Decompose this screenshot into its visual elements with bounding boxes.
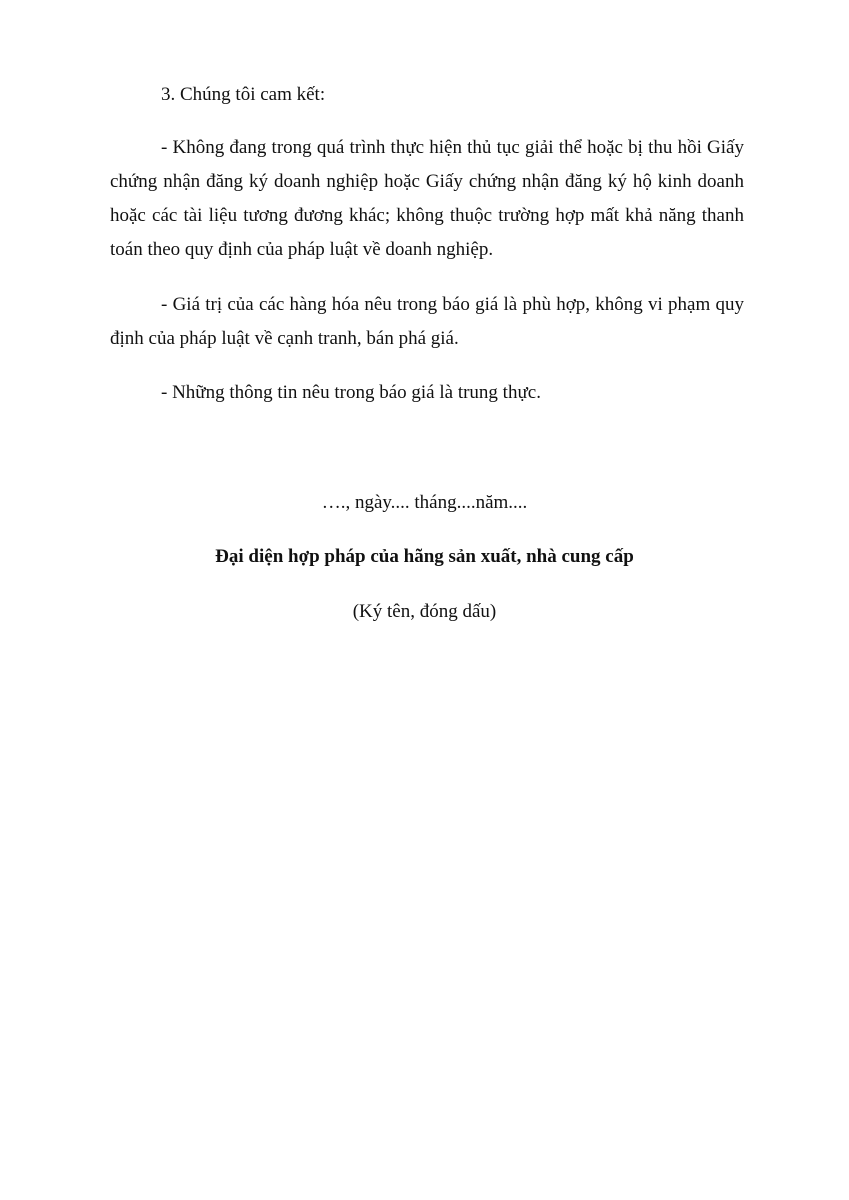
commitment-paragraph-dissolution: - Không đang trong quá trình thực hiện thủ tục giải thể hoặc bị thu hồi Giấy chứng nhận đăng ký doanh nghiệp hoặc Giấy chứng nhận đăng ký hộ kinh doanh hoặc các tài liệu tương đương khác; không thuộc trường hợp mất khả năng thanh toán theo quy định của pháp luật về doanh nghiệp. xyxy=(110,137,744,260)
date-line: …., ngày.... tháng....năm.... xyxy=(321,492,528,513)
commitment-heading: 3. Chúng tôi cam kết: xyxy=(161,84,326,105)
signature-note: (Ký tên, đóng dấu) xyxy=(352,601,497,622)
signer-title: Đại diện hợp pháp của hãng sản xuất, nhà cung cấp xyxy=(215,546,634,567)
commitment-paragraph-truthfulness: - Những thông tin nêu trong báo giá là trung thực. xyxy=(161,382,541,403)
commitment-paragraph-pricing: - Giá trị của các hàng hóa nêu trong báo giá là phù hợp, không vi phạm quy định của pháp luật về cạnh tranh, bán phá giá. xyxy=(110,294,744,349)
